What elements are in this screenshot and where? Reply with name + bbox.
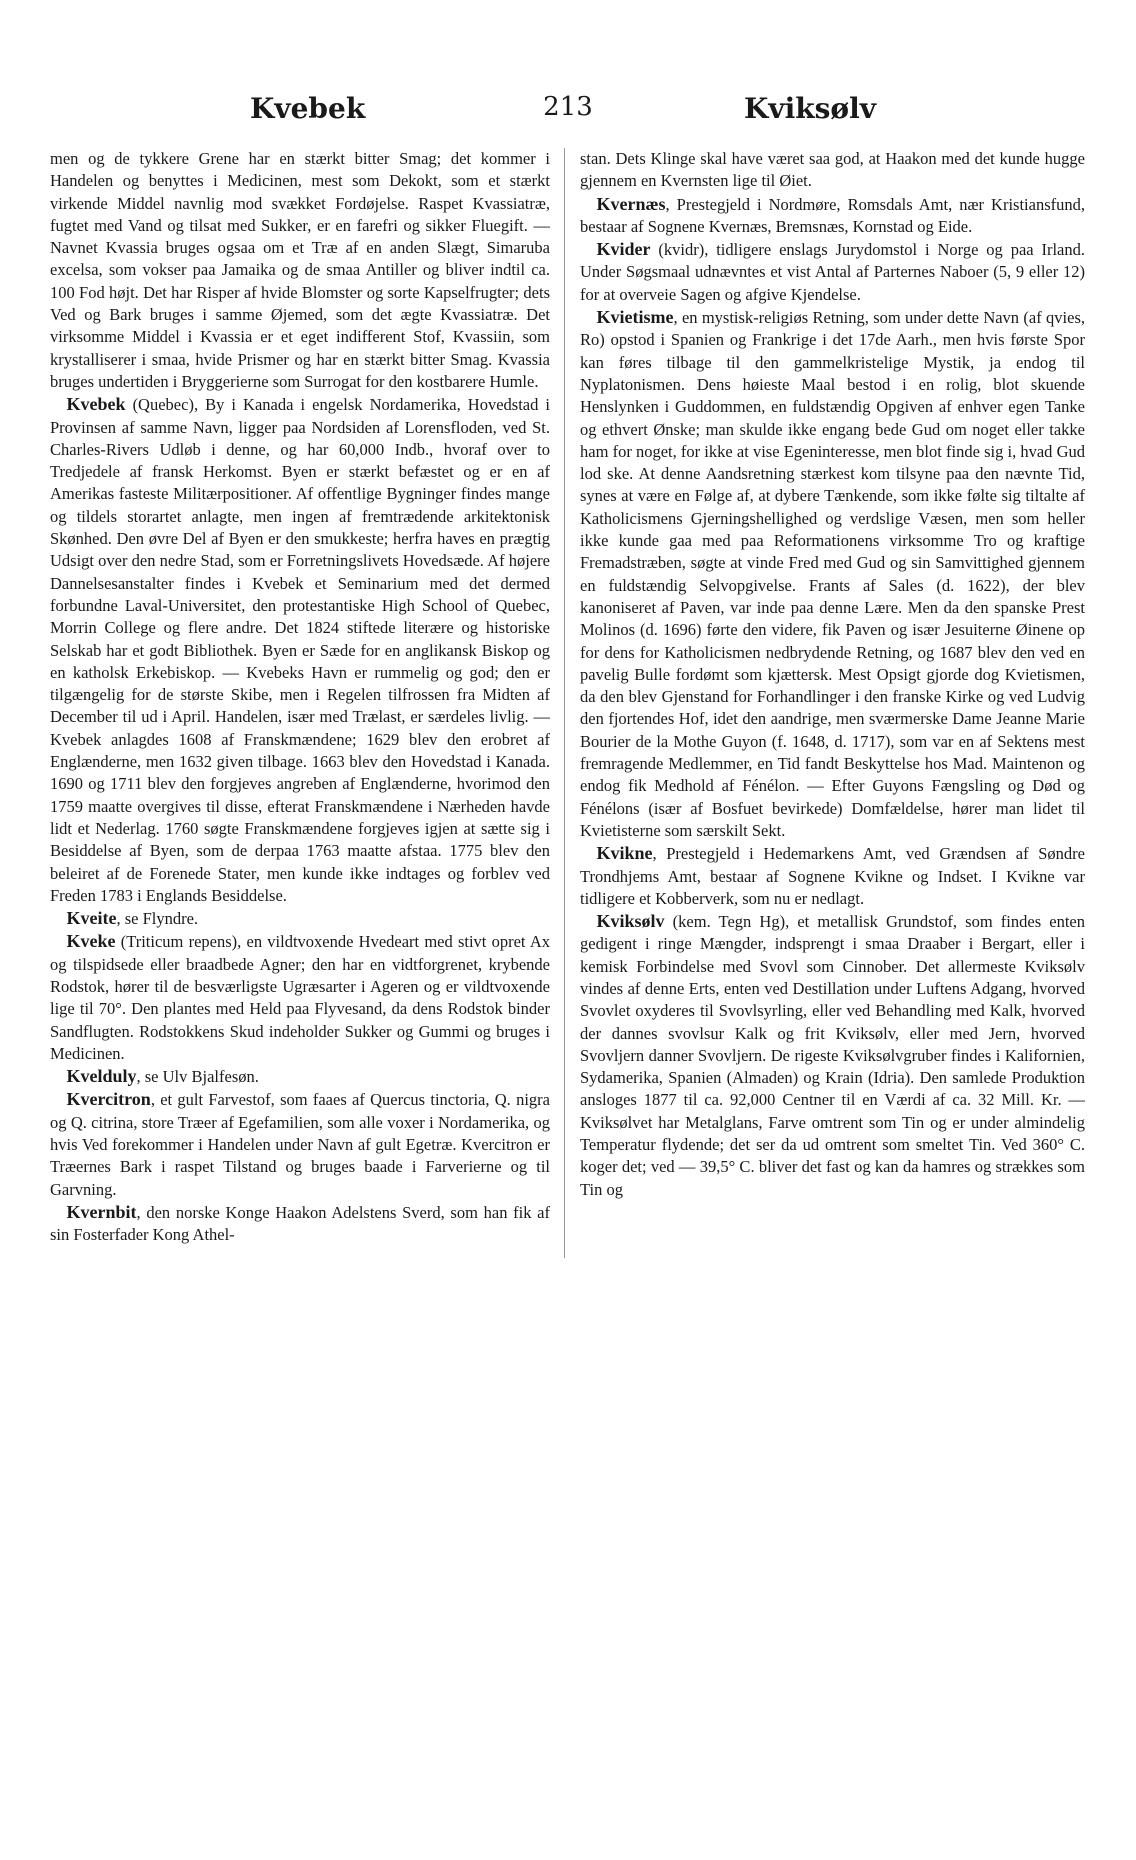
entry-text: stan. Dets Klinge skal have været saa god, at Haakon med det kunde hugge gjennem en Kvernsten lige til Øiet. xyxy=(580,149,1085,191)
headword: Kveke xyxy=(66,931,116,952)
headword: Kvikne xyxy=(596,843,653,864)
entry-kveite xyxy=(50,907,550,930)
headword: Kviksølv xyxy=(596,911,665,932)
entry-kvernaes xyxy=(580,193,1085,239)
entry-kvider xyxy=(580,238,1085,306)
headword: Kvelduly xyxy=(66,1066,137,1087)
entry-kvercitron xyxy=(50,1088,550,1200)
header-right-word: Kviksølv xyxy=(744,92,876,125)
text-columns xyxy=(50,148,1086,1828)
entry xyxy=(580,148,1085,193)
entry-kveke xyxy=(50,930,550,1065)
entry-text: (kem. Tegn Hg), et metallisk Grundstof, som findes enten gedigent i ringe Mængder, indsprengt i smaa Draaber i Bergart, eller i kemisk Forbindelse med Svovl som Cinnober. Det allermeste Kviksølv vindes af denne Erts, enten ved Destillation under Luftens Adgang, hvorved Svovlet oxyderes til Svovlsyrling, eller ved Behandling med Kalk, hvorved der dannes svovlsur Kalk og frit Kviksølv, eller med Jern, hvorved Svovljern danner Svovljern. De rigeste Kviksølvgruber findes i Kalifornien, Sydamerika, Spanien (Almaden) og Krain (Idria). Den samlede Produktion ansloges 1877 til ca. 92,000 Centner til en Værdi af ca. 32 Mill. Kr. — Kviksølvet har Metalglans, Farve omtrent som Tin og er under almindelig Temperatur flydende; det ser da ud omtrent som smeltet Tin. Ved 360° C. koger det; ved — 39,5° C. bliver det fast og kan da hamres og strækkes som Tin og xyxy=(580,912,1085,1199)
column-divider xyxy=(564,148,565,1258)
entry-text: (kvidr), tidligere enslags Jurydomstol i Norge og paa Irland. Under Søgsmaal udnævntes et vist Antal af Parternes Naboer (5, 9 eller 12) for at overveie Sagen og afgive Kjendelse. xyxy=(580,240,1085,304)
left-column xyxy=(50,148,550,1828)
entry-kvernbit xyxy=(50,1201,550,1247)
headword: Kveite xyxy=(66,908,117,929)
headword: Kvernbit xyxy=(66,1201,137,1222)
entry-text: , den norske Konge Haakon Adelstens Sverd, som han fik af sin Fosterfader Kong Athel- xyxy=(50,1202,550,1245)
entry-text: (Triticum repens), en vildtvoxende Hvedeart med stivt opret Ax og tilspidsede eller braadbede Agner; den har en vidtforgrenet, krybende Rodstok, hører til de besværligste Ugræsarter i Ageren og er vildtvoxende lige til 70°. Den plantes med Held paa Flyvesand, da dens Rodstok binder Sandflugten. Rodstokkens Skud indeholder Sukker og Gummi og bruges i Medicinen. xyxy=(50,932,550,1063)
headword: Kvider xyxy=(596,239,651,260)
page-number: 213 xyxy=(543,92,593,122)
entry-text: , se Flyndre. xyxy=(116,909,199,929)
headword: Kvietisme xyxy=(596,307,674,328)
entry-text: men og de tykkere Grene har en stærkt bitter Smag; det kommer i Handelen og benyttes i Medicinen, mest som Dekokt, som et stærkt virkende Middel navnlig mod svækket Fordøjelse. Raspet Kvassiatræ, fugtet med Vand og tilsat med Sukker, er en farefri og sikker Fluegift. — Navnet Kvassia bruges ogsaa om et Træ af en anden Slægt, Simaruba excelsa, som vokser paa Jamaika og de smaa Antiller og bliver indtil ca. 100 Fod højt. Det har Risper af hvide Blomster og sorte Kapselfrugter; dets Ved og Bark bruges i samme Øjemed, som det ægte Kvassiatræ. Det virksomme Middel i Kvassia er et eget indifferent Stof, Kvassiin, som krystalliserer i smaa, hvide Prismer og har en stærkt bitter Smag. Kvassia bruges undertiden i Bryggerierne som Surrogat for den kostbarere Humle. xyxy=(50,149,550,391)
entry-text: , Prestegjeld i Nordmøre, Romsdals Amt, nær Kristiansfund, bestaar af Sognene Kvernæs, Bremsnæs, Kornstad og Eide. xyxy=(580,194,1085,236)
entry-text: , Prestegjeld i Hedemarkens Amt, ved Grændsen af Søndre Trondhjems Amt, bestaar af Sognene Kvikne og Indset. I Kvikne var tidligere et Kobberverk, som nu er nedlagt. xyxy=(580,844,1085,908)
entry-text: (Quebec), By i Kanada i engelsk Nordamerika, Hovedstad i Provinsen af samme Navn, ligger paa Nordsiden af Lorensfloden, ved St. Charles-Rivers Udløb i denne, og har 60,000 Indb., hvoraf over to Tredjedele af fransk Herkomst. Byen er stærkt befæstet og er en af Amerikas fasteste Militærpositioner. Af offentlige Bygninger findes mange og tildels storartet anlagte, men ingen af fremtrædende arkitektonisk Skønhed. Den øvre Del af Byen er den smukkeste; herfra haves en prægtig Udsigt over den nedre Stad, som er Forretningslivets Hovedsæde. Af højere Dannelsesanstalter findes i Kvebek et Seminarium med det dermed forbundne Laval-Universitet, den protestantiske High School of Quebec, Morrin College og flere andre. Det 1824 stiftede literære og historiske Selskab har et godt Bibliothek. Byen er Sæde for en anglikansk Biskop og en katholsk Erkebiskop. — Kvebeks Havn er rummelig og god; den er tilgængelig for de største Skibe, men i Regelen tilfrossen fra Midten af December til ud i April. Handelen, især med Trælast, er særdeles livlig. — Kvebek anlagdes 1608 af Franskmændene; 1629 blev den erobret af Englænderne, men 1632 given tilbage. 1663 blev den Hovedstad i Kanada. 1690 og 1711 blev den forgjeves angreben af Englænderne, hvorimod den 1759 maatte overgives til disse, efterat Franskmændene i Nærheden havde lidt et Nederlag. 1760 søgte Franskmændene forgjeves igjen at sætte sig i Besiddelse af Byen, som de derpaa 1763 maatte afstaa. 1775 blev den beleiret af de Forenede Stater, men kunde ikke indtages og forblev ved Freden 1783 i Englands Besiddelse. xyxy=(50,395,550,905)
headword: Kvernæs xyxy=(596,193,666,214)
entry-kvikne xyxy=(580,842,1085,910)
headword: Kvebek xyxy=(66,394,126,415)
entry-kvebek xyxy=(50,393,550,907)
entry-text: , se Ulv Bjalfesøn. xyxy=(136,1067,259,1087)
headword: Kvercitron xyxy=(66,1089,151,1110)
entry-text: , en mystisk-religiøs Retning, som under dette Navn (af qvies, Ro) opstod i Spanien og Frankrige i det 17de Aarh., men hvis første Spor kan føres tilbage til den gammelkristelige Mystik, ja endog til Nyplatonismen. Dens høieste Maal bestod i en rolig, blot skuende Henslynken i Guddommen, en fuldstændig Opgiven af enhver egen Tanke og ethvert Ønske; man skulde ikke engang bede Gud om noget eller takke ham for noget, for ikke at vise Egeninteresse, men blot finde sig i, hvad Gud lod ske. At denne Aandsretning stærkest kom tilsyne paa den nævnte Tid, synes at være en Følge af, at dybere Tænkende, som ikke følte sig tiltalte af Katholicismens Gjerningshellighed og verdslige Væsen, men som heller ikke kunde gaa med paa Reformationens virksomme Tro og kraftige Fremadstræben, søgte at vinde Fred med Gud og sin Samvittighed gjennem en fuldstændig Selvopgivelse. Frants af Sales (d. 1622), der blev kanoniseret af Paven, var inde paa denne Lære. Men da den spanske Prest Molinos (d. 1696) førte den videre, fik Paven og især Jesuiterne Øinene op for dens for Katholicismen nedbrydende Retning, og 1687 blev den ved en pavelig Bulle fordømt som kjættersk. Mest Opsigt gjorde dog Kvietismen, da den blev Gjenstand for Forhandlinger i den franske Kirke og ved Ludvig den fjortendes Hof, idet den aandrige, men sværmerske Dame Jeanne Marie Bourier de la Mothe Guyon (f. 1648, d. 1717), som var en af Sektens mest fremragende Medlemmer, en Tid fandt Beskyttelse hos Mad. Maintenon og endog fik Medhold af Fénélon. — Efter Guyons Fængsling og Død og Fénélons (især af Bosfuet bevirkede) Domfældelse, hører man lidet til Kvietisterne som særskilt Sekt. xyxy=(580,308,1085,840)
entry xyxy=(50,148,550,393)
page-header xyxy=(50,92,1086,136)
entry-kvelduly xyxy=(50,1065,550,1088)
entry-text: , et gult Farvestof, som faaes af Quercus tinctoria, Q. nigra og Q. citrina, store Træer af Egefamilien, som alle voxer i Nordamerika, og hvis Ved forekommer i Handelen under Navn af gult Egetræ. Kvercitron er Træernes Bark i raspet Tilstand og bruges baade i Farverierne og til Garvning. xyxy=(50,1090,550,1199)
right-column xyxy=(580,148,1085,1828)
entry-kviksolv xyxy=(580,910,1085,1201)
entry-kvietisme xyxy=(580,306,1085,842)
header-left-word: Kvebek xyxy=(250,92,366,125)
